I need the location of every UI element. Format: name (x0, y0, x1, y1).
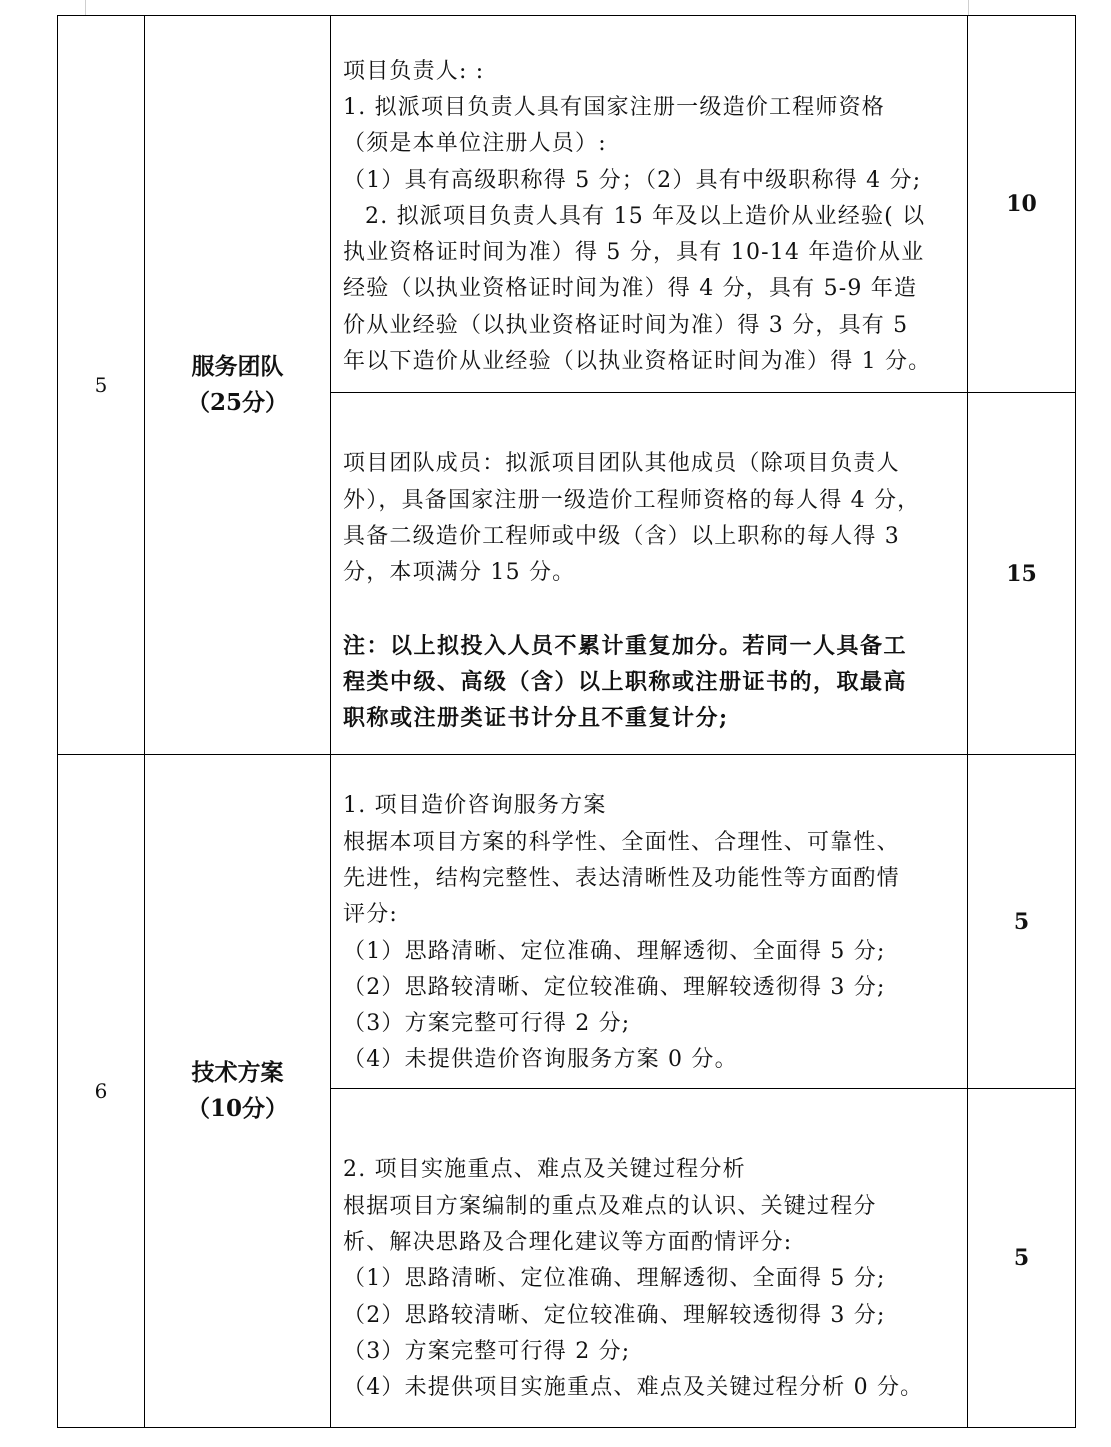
criteria-line: 2. 项目实施重点、难点及关键过程分析 (343, 1157, 746, 1183)
scoring-table (57, 15, 1076, 1428)
criteria-line: 年以下造价从业经验（以执业资格证时间为准）得 1 分。 (343, 349, 932, 375)
criteria-line: （3）方案完整可行得 2 分; (343, 1011, 631, 1037)
criteria-line: 分，本项满分 15 分。 (343, 560, 576, 586)
criteria-cell (331, 1089, 968, 1428)
criteria-line: 根据项目方案编制的重点及难点的认识、关键过程分 (343, 1193, 877, 1219)
criteria-line: 1. 项目造价咨询服务方案 (343, 793, 607, 819)
criteria-line: 外），具备国家注册一级造价工程师资格的每人得 4 分， (343, 487, 921, 513)
criteria-line: （1）思路清晰、定位准确、理解透彻、全面得 5 分; (343, 1266, 886, 1292)
note-line: 职称或注册类证书计分且不重复计分; (343, 705, 729, 732)
criteria-line: 根据本项目方案的科学性、全面性、合理性、可靠性、 (343, 829, 900, 855)
criteria-line: 项目团队成员：拟派项目团队其他成员（除项目负责人 (343, 451, 900, 477)
category-title: 技术方案 (191, 1059, 284, 1086)
criteria-line: 执业资格证时间为准）得 5 分，具有 10-14 年造价从业 (343, 240, 925, 266)
criteria-cell (331, 755, 968, 1089)
previous-table-edge (85, 0, 969, 16)
criteria-line: 先进性，结构完整性、表达清晰性及功能性等方面酌情 (343, 865, 900, 891)
category-cell (145, 755, 331, 1428)
category-points: （25分） (186, 389, 288, 416)
criteria-line: 具备二级造价工程师或中级（含）以上职称的每人得 3 (343, 524, 900, 550)
paragraph-gap (343, 592, 955, 628)
criteria-line: （2）思路较清晰、定位较准确、理解较透彻得 3 分; (343, 974, 886, 1000)
score-cell: 10 (968, 16, 1076, 393)
criteria-line: 价从业经验（以执业资格证时间为准）得 3 分，具有 5 (343, 312, 909, 338)
score-cell: 5 (968, 755, 1076, 1089)
criteria-line: 析、解决思路及合理化建议等方面酌情评分: (343, 1230, 793, 1256)
table-row (58, 755, 1076, 1089)
table-row (58, 16, 1076, 393)
category-cell (145, 16, 331, 755)
criteria-cell (331, 16, 968, 393)
criteria-line: （须是本单位注册人员）: (343, 131, 607, 157)
criteria-line: （3）方案完整可行得 2 分; (343, 1338, 631, 1364)
criteria-line: （1）具有高级职称得 5 分；（2）具有中级职称得 4 分; (343, 167, 922, 193)
criteria-line: 项目负责人: : (343, 58, 485, 84)
criteria-line: 经验（以执业资格证时间为准）得 4 分，具有 5-9 年造 (343, 276, 918, 302)
criteria-line: （2）思路较清晰、定位较准确、理解较透彻得 3 分; (343, 1302, 886, 1328)
score-cell: 15 (968, 393, 1076, 755)
row-number: 5 (58, 16, 145, 755)
criteria-line: 1. 拟派项目负责人具有国家注册一级造价工程师资格 (343, 94, 885, 120)
category-title: 服务团队 (191, 353, 284, 380)
criteria-line: （4）未提供造价咨询服务方案 0 分。 (343, 1047, 738, 1073)
note-line: 注：以上拟投入人员不累计重复加分。若同一人具备工 (343, 632, 908, 659)
criteria-line: 2. 拟派项目负责人具有 15 年及以上造价从业经验( 以 (365, 203, 926, 229)
note-line: 程类中级、高级（含）以上职称或注册证书的，取最高 (343, 668, 908, 695)
category-points: （10分） (186, 1095, 288, 1122)
criteria-cell (331, 393, 968, 755)
score-cell: 5 (968, 1089, 1076, 1428)
criteria-line: （4）未提供项目实施重点、难点及关键过程分析 0 分。 (343, 1375, 924, 1401)
criteria-line: 评分: (343, 902, 399, 928)
criteria-line: （1）思路清晰、定位准确、理解透彻、全面得 5 分; (343, 938, 886, 964)
row-number: 6 (58, 755, 145, 1428)
